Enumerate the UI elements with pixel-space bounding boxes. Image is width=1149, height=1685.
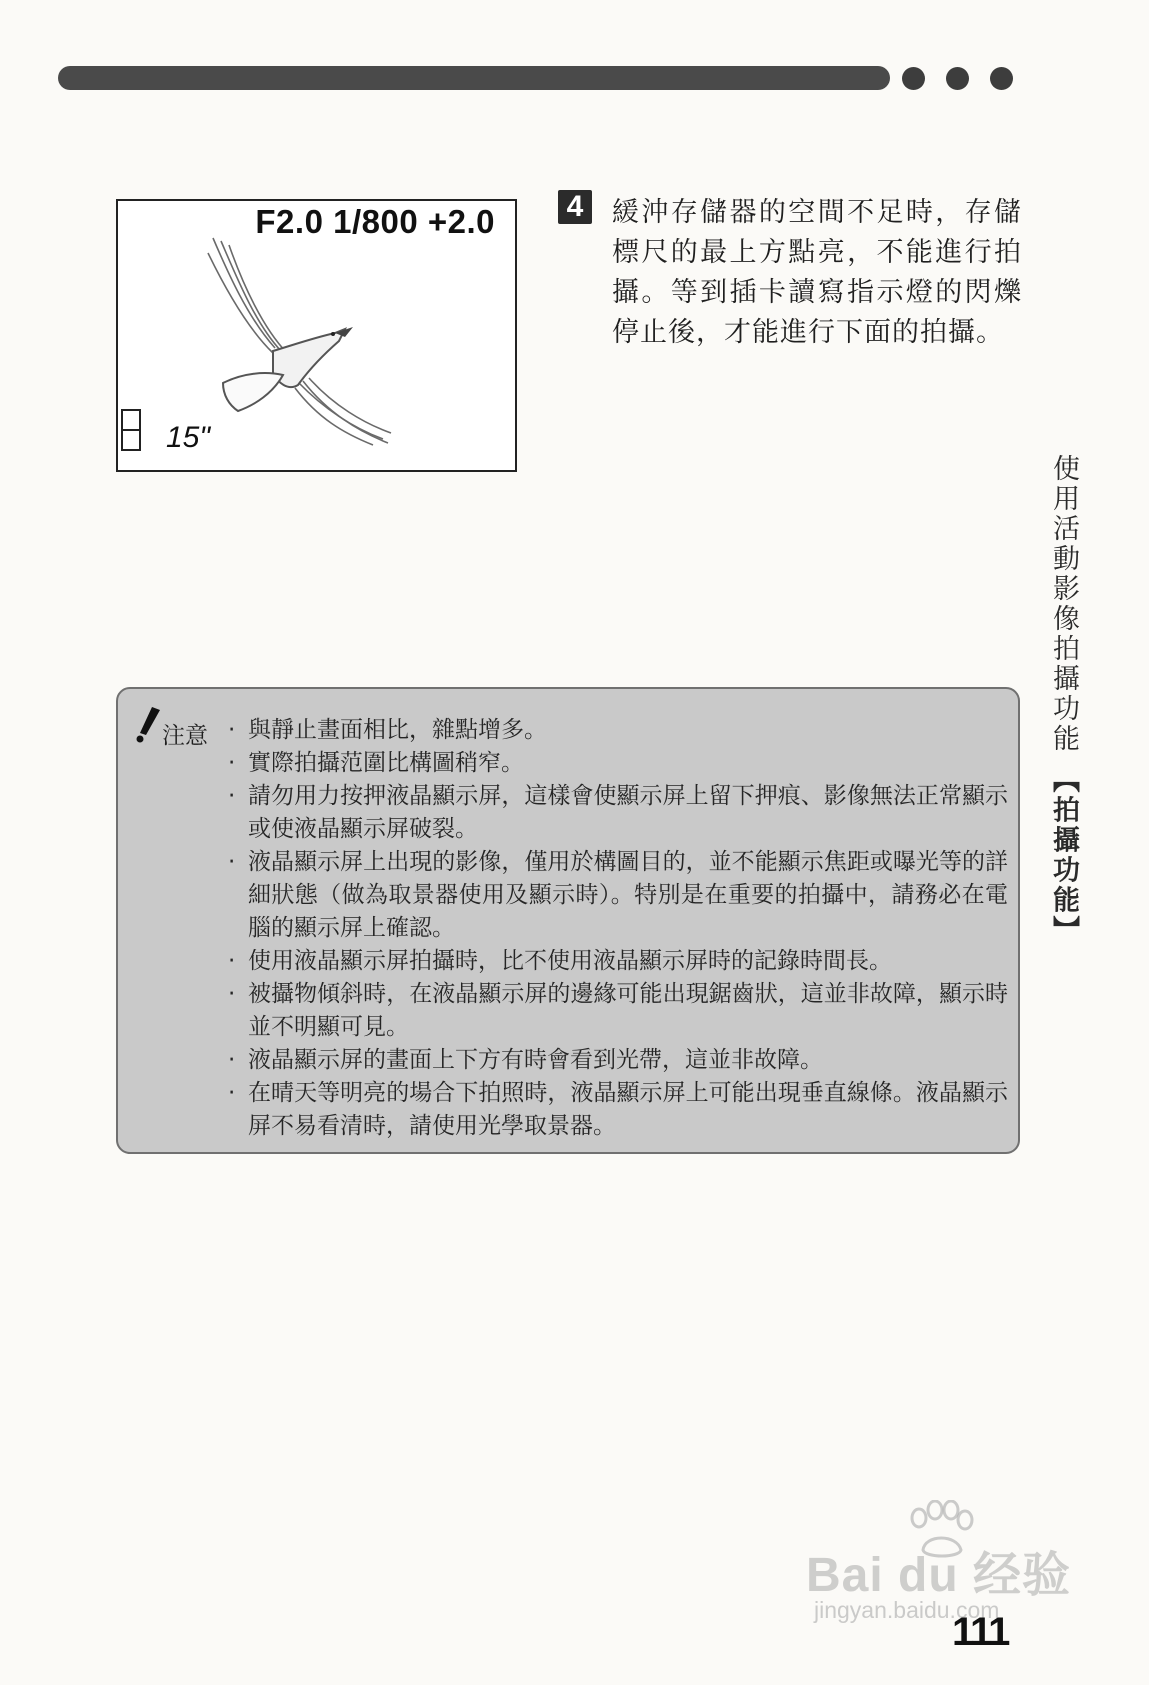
watermark-url: jingyan.baidu.com (814, 1597, 1000, 1623)
header-bar (58, 66, 890, 90)
note-item: · 實際拍攝范圍比構圖稍窄。 (228, 747, 1008, 780)
note-item: · 與靜止畫面相比，雜點增多。 (228, 714, 1008, 747)
step-description: 緩沖存儲器的空間不足時，存儲標尺的最上方點亮，不能進行拍攝。等到插卡讀寫指示燈的閃爍停止後，才能進行下面的拍攝。 (612, 197, 1022, 348)
pencil-icon (134, 705, 164, 743)
step-number-badge: 4 (558, 190, 592, 224)
header-dot (990, 67, 1013, 90)
buffer-gauge-icon (121, 409, 141, 451)
note-item: · 在晴天等明亮的場合下拍照時，液晶顯示屏上可能出現垂直線條。液晶顯示屏不易看清時，請使用光學取景器。 (228, 1077, 1008, 1143)
note-item: · 液晶顯示屏上出現的影像，僅用於構圖目的，並不能顯示焦距或曝光等的詳細狀態（做為取景器使用及顯示時）。特別是在重要的拍攝中，請務必在電腦的顯示屏上確認。 (228, 846, 1008, 945)
watermark-brand: Bai du 经验 (806, 1549, 1072, 1602)
note-item: · 被攝物傾斜時，在液晶顯示屏的邊緣可能出現鋸齒狀，這並非故障，顯示時並不明顯可見。 (228, 978, 1008, 1044)
note-item: · 請勿用力按押液晶顯示屏，這樣會使顯示屏上留下押痕、影像無法正常顯示或使液晶顯示屏破裂。 (228, 780, 1008, 846)
side-tab-title: 使用活動影像拍攝功能 (1048, 454, 1079, 754)
remaining-time: 15" (166, 421, 211, 454)
header-dot (946, 67, 969, 90)
seagull-icon (203, 233, 398, 448)
baidu-watermark (806, 1500, 1086, 1630)
exposure-readout: F2.0 1/800 +2.0 (255, 203, 495, 240)
page-number: 111 (952, 1610, 1009, 1654)
lcd-screen-illustration (116, 199, 517, 472)
header-dot (902, 67, 925, 90)
side-tab-section: 【拍攝功能】 (1048, 765, 1079, 946)
note-item: · 液晶顯示屏的畫面上下方有時會看到光帶，這並非故障。 (228, 1044, 1008, 1077)
note-list (228, 714, 1008, 1143)
note-label: 注意 (162, 723, 208, 749)
caution-note-box (116, 687, 1020, 1154)
side-section-tab (1044, 454, 1083, 946)
note-item: · 使用液晶顯示屏拍攝時，比不使用液晶顯示屏時的記錄時間長。 (228, 945, 1008, 978)
